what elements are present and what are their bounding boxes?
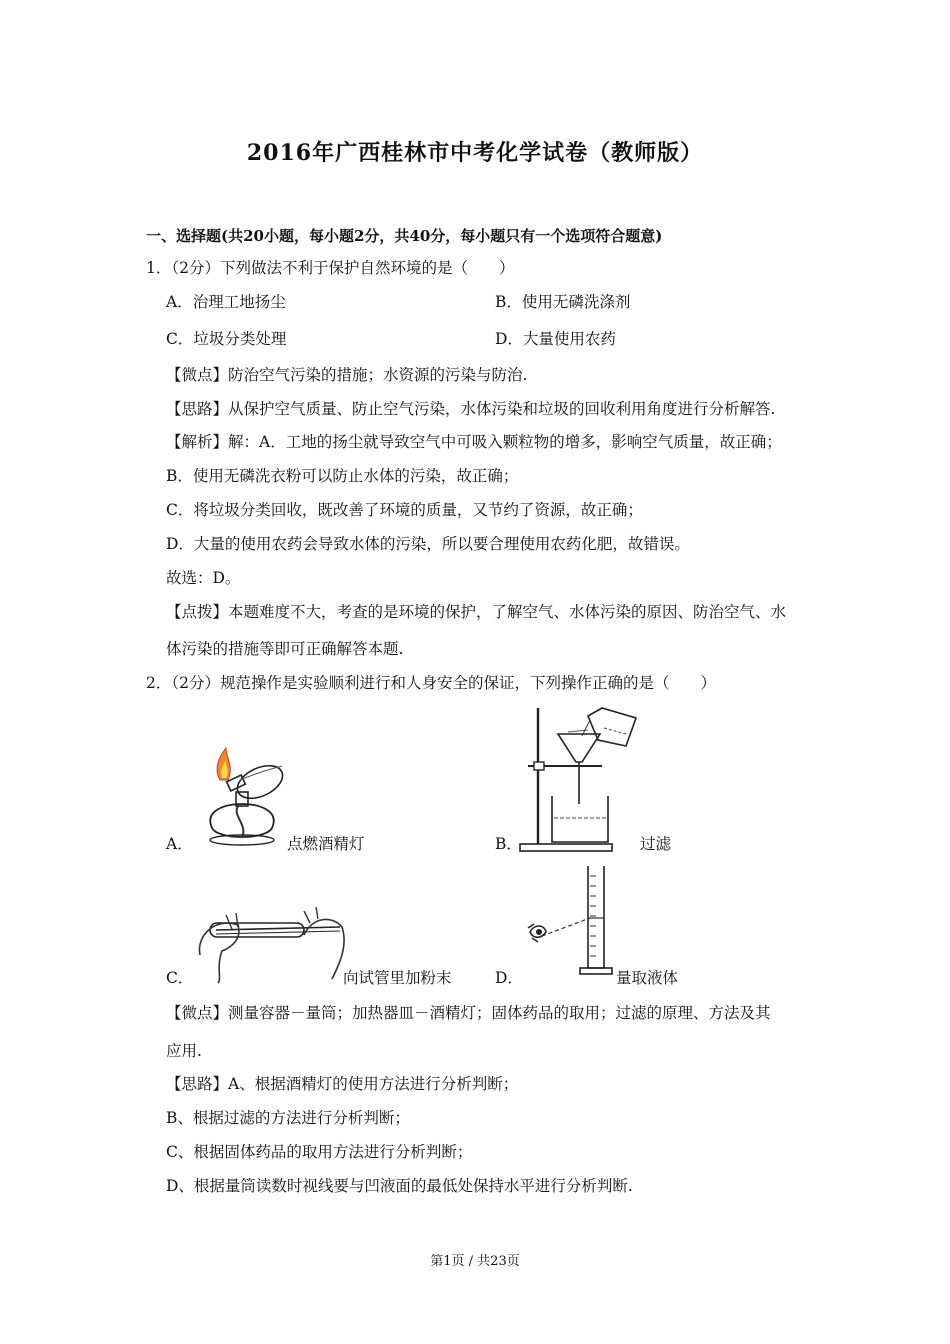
q2-silu-line: B、根据过滤的方法进行分析判断； (166, 1109, 410, 1127)
q1-silu: 【思路】从保护空气质量、防止空气污染，水体污染和垃圾的回收利用角度进行分析解答. (166, 400, 776, 418)
q2-option-d-caption: 量取液体 (616, 969, 679, 987)
q1-jiexi-line: C．将垃圾分类回收，既改善了环境的质量，又节约了资源，故正确； (166, 501, 643, 519)
q1-stem: 1．（2分）下列做法不利于保护自然环境的是（ ） (146, 259, 515, 277)
q2-stem: 2．（2分）规范操作是实验顺利进行和人身安全的保证，下列操作正确的是（ ） (146, 674, 716, 692)
q2-option-c-letter: C． (166, 969, 194, 987)
q1-option-b: B．使用无磷洗涤剂 (495, 293, 631, 311)
test-tube-powder-figure (192, 905, 352, 985)
graduated-cylinder-figure (524, 862, 624, 982)
q2-silu-line: D、根据量筒读数时视线要与凹液面的最低处保持水平进行分析判断. (166, 1177, 633, 1195)
q2-option-d-letter: D． (495, 969, 523, 987)
alcohol-lamp-figure (192, 740, 292, 850)
q1-dianbo-line: 体污染的措施等即可正确解答本题. (166, 640, 404, 658)
q1-weidian: 【微点】防治空气污染的措施；水资源的污染与防治. (166, 366, 528, 384)
q2-weidian-line: 应用. (166, 1042, 202, 1060)
q1-option-d: D．大量使用农药 (495, 330, 616, 348)
q1-option-a: A．治理工地扬尘 (166, 293, 286, 311)
section-heading: 一、选择题(共20小题，每小题2分，共40分，每小题只有一个选项符合题意) (146, 227, 663, 245)
q1-answer: 故选：D。 (166, 569, 241, 587)
filtration-figure (520, 706, 645, 856)
q2-option-c-caption: 向试管里加粉末 (343, 969, 452, 987)
q1-jiexi-line: D．大量的使用农药会导致水体的污染，所以要合理使用农药化肥，故错误。 (166, 535, 690, 553)
q2-weidian-line: 【微点】测量容器－量筒；加热器皿－酒精灯；固体药品的取用；过滤的原理、方法及其 (166, 1004, 771, 1022)
q2-silu-line: 【思路】A、根据酒精灯的使用方法进行分析判断； (166, 1075, 519, 1093)
q1-dianbo-line: 【点拨】本题难度不大，考查的是环境的保护，了解空气、水体污染的原因、防治空气、水 (166, 603, 787, 621)
q2-option-b-letter: B． (495, 835, 522, 853)
q1-jiexi-line: 【解析】解：A．工地的扬尘就导致空气中可吸入颗粒物的增多，影响空气质量，故正确； (166, 433, 782, 451)
page-footer: 第1页 / 共23页 (430, 1254, 520, 1269)
page-title: 2016年广西桂林市中考化学试卷（教师版） (246, 140, 704, 166)
q1-option-c: C．垃圾分类处理 (166, 330, 287, 348)
q2-option-a-letter: A． (166, 835, 193, 853)
q1-jiexi-line: B．使用无磷洗衣粉可以防止水体的污染，故正确； (166, 467, 519, 485)
q2-option-a-caption: 点燃酒精灯 (287, 835, 365, 853)
q2-option-b-caption: 过滤 (640, 835, 672, 853)
q2-silu-line: C、根据固体药品的取用方法进行分析判断； (166, 1143, 473, 1161)
